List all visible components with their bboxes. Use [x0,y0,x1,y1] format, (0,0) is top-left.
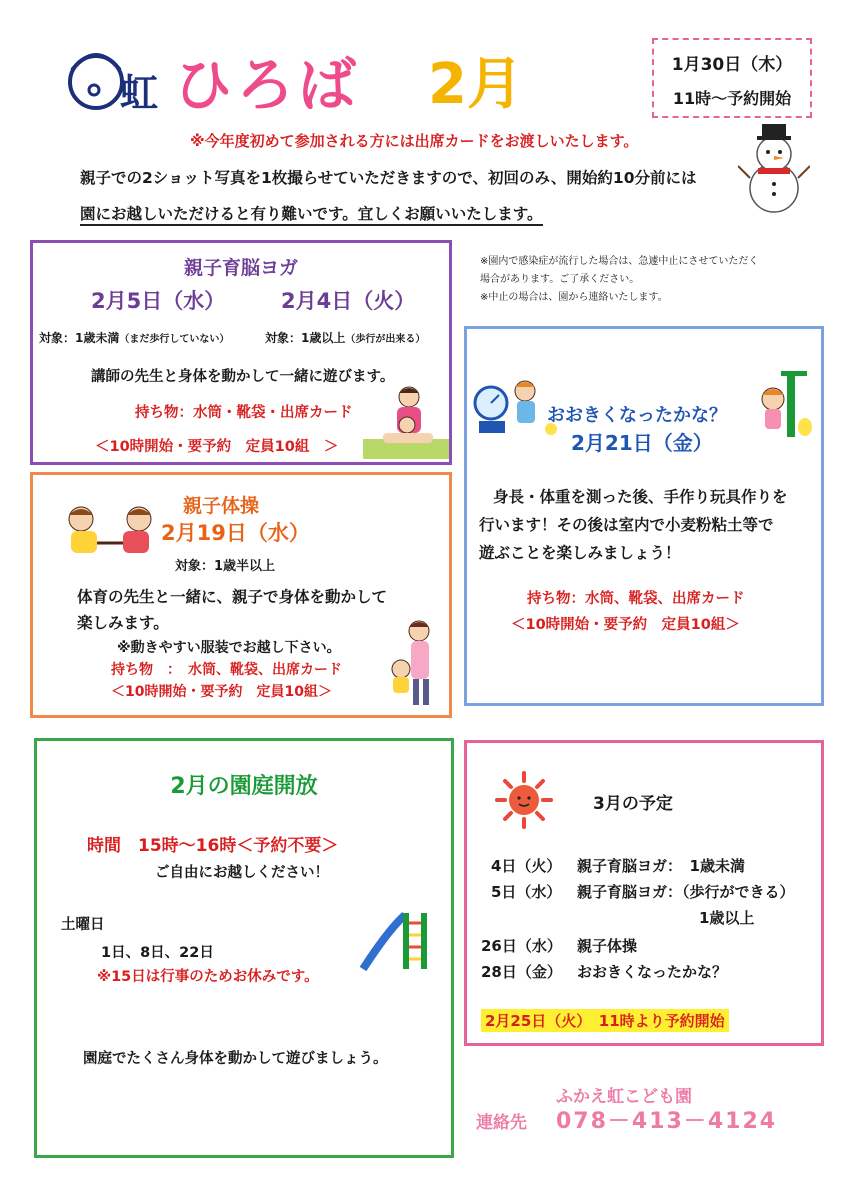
gym-items: 持ち物 ： 水筒、靴袋、出席カード [111,662,342,678]
height-chart-icon [757,369,817,439]
yoga-target-2-note: （歩行が出来る） [345,334,426,345]
gym-info: ＜10時開始・要予約 定員10組＞ [111,684,332,700]
march-event-desc: 親子体操 [577,937,638,955]
garden-closed-note: ※15日は行事のためお休みです。 [97,969,319,985]
growth-info: ＜10時開始・要予約 定員10組＞ [511,617,740,633]
notice-photo: 親子での2ショット写真を1枚撮らせていただきますので、初回のみ、開始約10分前には [80,169,697,187]
yoga-date-1: 2月5日（水） [91,289,226,313]
march-event-desc: 1歳以上 [699,909,755,927]
gym-section [30,472,452,718]
side-note-1: ※園内で感染症が流行した場合は、急遽中止にさせていただく [480,256,759,267]
march-event-desc: 親子育脳ヨガ：（歩行ができる） [577,883,795,901]
month-title: 2月 [428,52,523,117]
yoga-section [30,240,452,465]
side-note-3: ※中止の場合は、園から連絡いたします。 [480,292,668,303]
garden-section [34,738,454,1158]
gym-title: 親子体操 [183,495,260,517]
garden-saturday-dates: 1日、8日、22日 [101,945,214,961]
march-reservation: 2月25日（火） 11時より予約開始 [481,1009,729,1032]
footer-phone: 078－413－4124 [556,1109,778,1134]
yoga-date-2: 2月4日（火） [281,289,416,313]
side-note-2: 場合があります。ご了承ください。 [480,274,640,285]
garden-saturday-label: 土曜日 [61,917,105,933]
garden-closing: 園庭でたくさん身体を動かして遊びましょう。 [83,1051,388,1067]
yoga-items: 持ち物：水筒・靴袋・出席カード [135,405,353,421]
gym-desc-1: 体育の先生と一緒に、親子で身体を動かして [77,588,388,606]
growth-section [464,326,824,706]
yoga-target-1 [39,329,229,346]
yoga-target-1-note: （まだ歩行していない） [119,334,230,345]
header-reservation: 11時～予約開始 [672,89,792,108]
march-section [464,740,824,1046]
yoga-target-2 [265,329,425,346]
yoga-parent-child-icon [363,383,449,461]
growth-items: 持ち物：水筒、靴袋、出席カード [527,591,745,607]
notice-arrival: 園にお越しいただけると有り難いです。宜しくお願いいたします。 [80,202,543,226]
header-date: 1月30日（木） [671,55,793,75]
gym-date: 2月19日（水） [161,521,310,545]
growth-desc-2: 行います！その後は室内で小麦粉粘土等で [479,516,774,534]
growth-title: おおきくなったかな？ [547,405,727,426]
garden-welcome: ご自由にお越しください！ [155,865,329,881]
march-event-day: 26日（水） [481,937,562,955]
yoga-desc: 講師の先生と身体を動かして一緒に遊びます。 [91,369,395,385]
gym-kids-icon [61,499,161,569]
march-event-day: 5日（水） [491,883,562,901]
growth-desc-3: 遊ぶことを楽しみましょう！ [479,544,681,562]
yoga-target-1-text: 対象：1歳未満 [39,331,120,345]
march-event-day: 28日（金） [481,963,562,981]
teacher-child-icon [383,619,447,711]
yoga-info: ＜10時開始・要予約 定員10組 ＞ [95,439,339,455]
page-title: ひろば [174,51,361,119]
snowman-icon [738,118,810,218]
sun-icon [495,771,553,829]
logo [58,40,168,120]
rainbow-logo-icon [58,40,168,120]
gym-target: 対象：1歳半以上 [175,559,276,574]
yoga-target-2-text: 対象：1歳以上 [265,331,346,345]
yoga-title: 親子育脳ヨガ [183,257,298,279]
march-event-desc: 親子育脳ヨガ： 1歳未満 [577,857,745,875]
growth-desc-1: 身長・体重を測った後、手作り玩具作りを [493,488,788,506]
footer-contact-label: 連絡先 [476,1113,527,1133]
march-event-desc: おおきくなったかな？ [577,963,728,981]
gym-note: ※動きやすい服装でお越し下さい。 [117,640,341,656]
garden-time: 時間 15時～16時＜予約不要＞ [87,836,339,856]
march-title: 3月の予定 [593,794,673,814]
garden-title: 2月の園庭開放 [170,774,318,799]
slide-icon [359,909,443,973]
footer-name: ふかえ虹こども園 [556,1087,692,1107]
gym-desc-2: 楽しみます。 [77,614,169,632]
date-box [652,38,812,118]
march-event-day: 4日（火） [491,857,562,875]
growth-date: 2月21日（金） [571,431,713,455]
svg-text:虹: 虹 [120,71,159,115]
notice-card: ※今年度初めて参加される方には出席カードをお渡しいたします。 [190,132,639,150]
